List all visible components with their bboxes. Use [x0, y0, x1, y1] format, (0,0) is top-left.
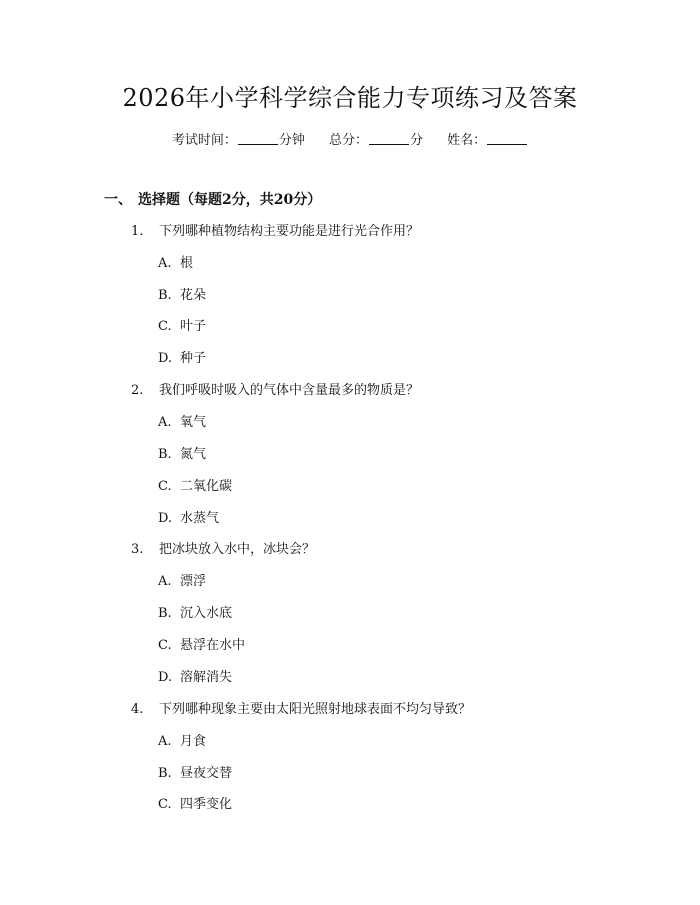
option-text: 四季变化 — [180, 797, 233, 812]
question-2-option-b — [158, 444, 206, 466]
option-letter: A. — [158, 256, 172, 271]
option-text: 水蒸气 — [180, 511, 220, 526]
question-3-option-a — [158, 571, 206, 593]
option-letter: D. — [158, 670, 173, 685]
name-field — [447, 130, 528, 152]
total-score-unit: 分 — [410, 133, 424, 148]
option-text: 根 — [180, 256, 194, 271]
option-text: 花朵 — [180, 288, 207, 303]
option-text: 漂浮 — [180, 574, 207, 589]
question-1-option-d — [158, 348, 206, 370]
section-heading — [104, 188, 321, 212]
exam-info-line — [0, 130, 700, 152]
question-3-option-c — [158, 635, 245, 657]
total-score-blank — [369, 131, 409, 145]
question-1 — [131, 221, 419, 243]
option-text: 昼夜交替 — [180, 766, 233, 781]
exam-time-field — [172, 130, 305, 152]
option-text: 溶解消失 — [180, 670, 233, 685]
question-number: 1. — [131, 224, 144, 239]
question-1-option-a — [158, 253, 193, 275]
option-letter: C. — [158, 319, 172, 334]
name-blank — [487, 131, 527, 145]
total-score-field — [329, 130, 423, 152]
question-text: 把冰块放入水中，冰块会？ — [159, 542, 316, 557]
name-label: 姓名： — [447, 133, 487, 148]
section-title: 选择题（每题2分，共20分） — [138, 192, 322, 208]
section-number: 一、 — [104, 192, 132, 208]
question-4-option-b — [158, 763, 232, 785]
option-letter: D. — [158, 351, 173, 366]
question-number: 2. — [131, 383, 144, 398]
page-title: 2026年小学科学综合能力专项练习及答案 — [122, 84, 578, 112]
question-4-option-c — [158, 794, 232, 816]
question-text: 下列哪种植物结构主要功能是进行光合作用？ — [159, 224, 420, 239]
option-letter: A. — [158, 574, 172, 589]
option-text: 悬浮在水中 — [180, 638, 246, 653]
question-4-option-a — [158, 731, 206, 753]
question-4 — [131, 699, 471, 721]
total-score-label: 总分： — [328, 133, 368, 148]
question-3-option-b — [158, 603, 232, 625]
question-2 — [131, 380, 419, 402]
option-letter: D. — [158, 511, 173, 526]
option-letter: C. — [158, 797, 172, 812]
question-3-option-d — [158, 667, 232, 689]
option-letter: C. — [158, 479, 172, 494]
option-letter: C. — [158, 638, 172, 653]
exam-time-unit: 分钟 — [278, 133, 305, 148]
option-letter: A. — [158, 415, 172, 430]
option-text: 月食 — [180, 734, 207, 749]
question-number: 3. — [131, 542, 144, 557]
question-2-option-d — [158, 508, 219, 530]
option-letter: B. — [158, 606, 172, 621]
option-letter: B. — [158, 288, 172, 303]
question-text: 下列哪种现象主要由太阳光照射地球表面不均匀导致？ — [159, 702, 472, 717]
option-text: 氧气 — [180, 415, 207, 430]
option-letter: B. — [158, 766, 172, 781]
option-text: 种子 — [180, 351, 207, 366]
question-2-option-a — [158, 412, 206, 434]
option-letter: A. — [158, 734, 172, 749]
question-1-option-c — [158, 316, 206, 338]
exam-time-label: 考试时间： — [171, 133, 237, 148]
option-letter: B. — [158, 447, 172, 462]
option-text: 叶子 — [180, 319, 207, 334]
question-3 — [131, 539, 315, 561]
exam-time-blank — [238, 131, 278, 145]
question-2-option-c — [158, 476, 232, 498]
question-number: 4. — [131, 702, 144, 717]
option-text: 沉入水底 — [180, 606, 233, 621]
option-text: 二氧化碳 — [180, 479, 233, 494]
question-text: 我们呼吸时吸入的气体中含量最多的物质是？ — [159, 383, 420, 398]
question-1-option-b — [158, 285, 206, 307]
option-text: 氮气 — [180, 447, 207, 462]
